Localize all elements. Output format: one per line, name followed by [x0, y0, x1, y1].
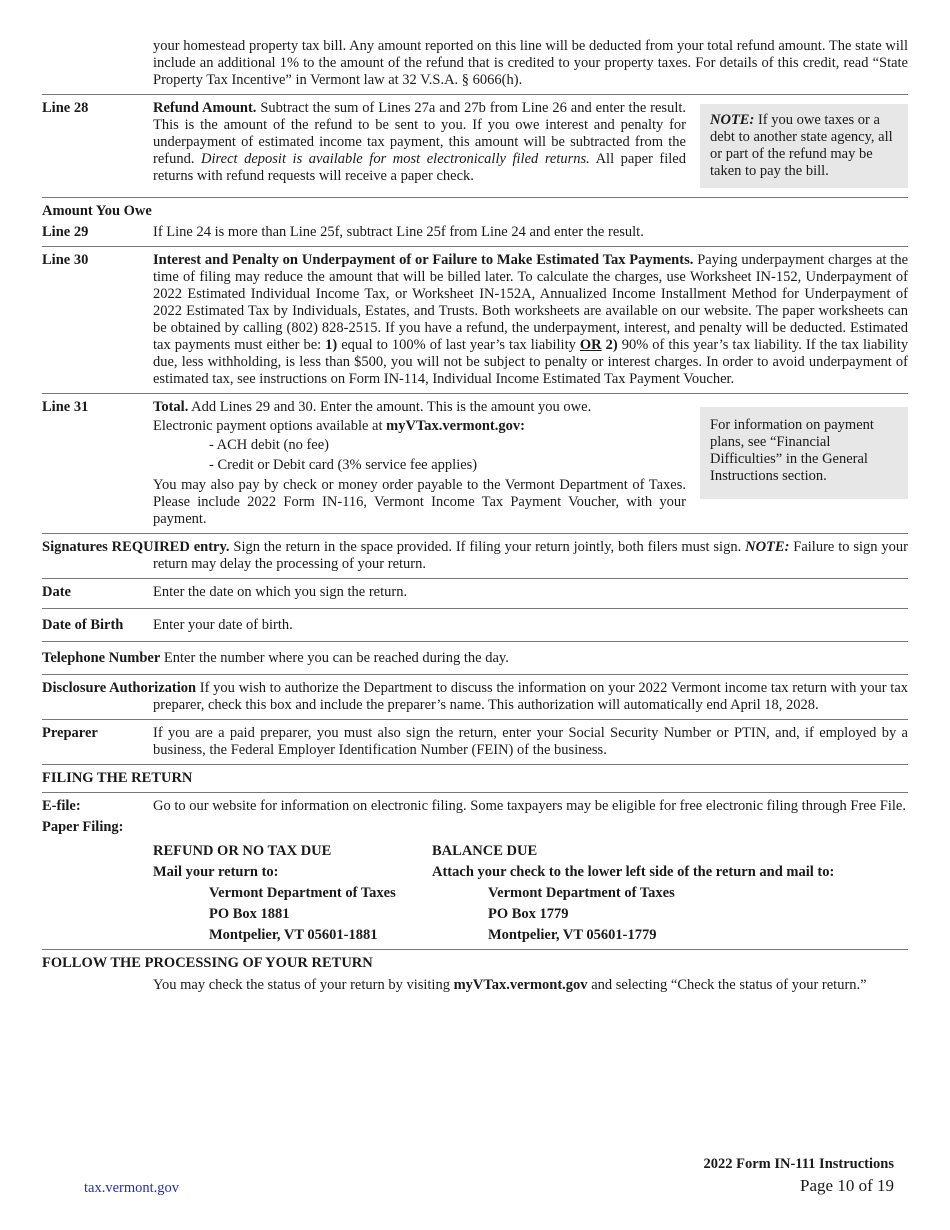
- line30-section: [42, 252, 908, 388]
- date-section: [42, 584, 908, 601]
- payment-option-card: - Credit or Debit card (3% service fee applies): [209, 457, 478, 473]
- divider: [42, 533, 908, 534]
- line28-italic-text: Direct deposit is available for most electronically filed returns.: [201, 151, 590, 167]
- line30-body: [153, 252, 908, 388]
- disclosure-section: [42, 680, 908, 714]
- line29-section: [42, 224, 908, 241]
- efile-text: Go to our website for information on electronic filing. Some taxpayers may be eligible for free electronic filing through Free File.: [153, 798, 906, 814]
- date-label: Date: [42, 584, 71, 600]
- divider: [42, 792, 908, 793]
- follow-text: [42, 977, 908, 994]
- follow-text1: You may check the status of your return by visiting: [153, 977, 450, 993]
- preparer-label: Preparer: [42, 725, 98, 741]
- filing-heading: FILING THE RETURN: [42, 770, 193, 786]
- divider: [42, 94, 908, 95]
- line30-option2-number: 2): [605, 337, 618, 353]
- telephone-label: Telephone Number: [42, 650, 161, 666]
- telephone-text: Enter the number where you can be reached during the day.: [163, 650, 509, 666]
- signatures-section: [42, 539, 908, 573]
- refund-heading: REFUND OR NO TAX DUE: [153, 843, 332, 859]
- line30-option1-number: 1): [325, 337, 338, 353]
- balance-address-line1: Vermont Department of Taxes: [488, 885, 675, 901]
- footer-form-title: 2022 Form IN-111 Instructions: [703, 1156, 894, 1172]
- line29-text: If Line 24 is more than Line 25f, subtract Line 25f from Line 24 and enter the result.: [153, 224, 644, 240]
- dob-label: Date of Birth: [42, 617, 124, 633]
- follow-text2: and selecting “Check the status of your return.”: [591, 977, 867, 993]
- divider: [42, 719, 908, 720]
- preparer-section: [42, 725, 908, 759]
- refund-subheading: Mail your return to:: [153, 864, 279, 880]
- payment-option-ach: - ACH debit (no fee): [209, 437, 329, 453]
- balance-address-line2: PO Box 1779: [488, 906, 569, 922]
- line30-or: OR: [579, 337, 602, 353]
- follow-site-link: myVTax.vermont.gov: [453, 977, 588, 993]
- balance-heading: BALANCE DUE: [432, 843, 538, 859]
- instructions-page: [42, 38, 908, 994]
- line31-epay-site: myVTax.vermont.gov:: [386, 418, 525, 434]
- line31-text2: You may also pay by check or money order payable to the Vermont Department of Taxes. Please include 2022 Form IN-116, Vermont Income Tax Payment Voucher, with your payment.: [153, 477, 686, 527]
- line28-text1: Subtract the sum of Lines 27a and 27b from Line 26 and enter the result. This is the amount of the refund to be sent to you. If you owe interest and penalty for underpayment of estimated income tax payment, this amount will be subtracted from the refund.: [153, 100, 687, 167]
- line30-text2: 90% of this year’s tax liability. If the tax liability due, less withholding, is less than $500, you will not be subject to penalty or interest charges. In order to avoid underpayment of estimated tax, see instructions on Form IN-114, Individual Income Estimated Tax Payment Voucher.: [153, 337, 909, 387]
- line31-body: [153, 399, 686, 528]
- footer-page-number: Page 10 of 19: [800, 1176, 894, 1195]
- balance-address-line3: Montpelier, VT 05601-1779: [488, 927, 657, 943]
- signatures-note-text: Failure to sign your return may delay the processing of your return.: [153, 539, 909, 572]
- preparer-text: If you are a paid preparer, you must also sign the return, enter your Social Security Number or PTIN, and, if employed by a business, the Federal Employer Identification Number (FEIN) of the business.: [153, 725, 908, 758]
- balance-column: [432, 841, 908, 946]
- refund-address-line2: PO Box 1881: [209, 906, 290, 922]
- line28-note-label: NOTE:: [710, 112, 755, 128]
- line28-note-box: [700, 104, 908, 188]
- dob-section: [42, 617, 908, 634]
- line31-text1: Add Lines 29 and 30. Enter the amount. This is the amount you owe.: [191, 399, 592, 415]
- dob-text: Enter your date of birth.: [153, 617, 293, 633]
- paper-filing-label: Paper Filing:: [42, 819, 124, 835]
- amount-you-owe-heading: Amount You Owe: [42, 203, 152, 219]
- date-text: Enter the date on which you sign the return.: [153, 584, 408, 600]
- divider: [42, 246, 908, 247]
- signatures-note-label: NOTE:: [745, 539, 790, 555]
- divider: [42, 578, 908, 579]
- divider: [42, 197, 908, 198]
- divider: [42, 608, 908, 609]
- line28-title: Refund Amount.: [153, 100, 257, 116]
- line31-label: Line 31: [42, 399, 89, 415]
- signatures-text: Sign the return in the space provided. If filing your return jointly, both filers must sign.: [233, 539, 742, 555]
- balance-subheading: Attach your check to the lower left side of the return and mail to:: [432, 864, 835, 880]
- line31-epay-text: Electronic payment options available at: [153, 418, 383, 434]
- line28-note-text: If you owe taxes or a debt to another state agency, all or part of the refund may be taken to pay the bill.: [710, 112, 893, 179]
- refund-column: [153, 841, 432, 946]
- line28-section: [42, 100, 908, 194]
- line30-title: Interest and Penalty on Underpayment of or Failure to Make Estimated Tax Payments.: [153, 252, 694, 268]
- line31-title: Total.: [153, 399, 189, 415]
- intro-paragraph: your homestead property tax bill. Any amount reported on this line will be deducted from your total refund amount. The state will include an additional 1% to the amount of the refund that is credited to your property taxes. For details of this credit, read “State Property Tax Incentive” in Vermont law at 32 V.S.A. § 6066(h).: [153, 38, 908, 88]
- divider: [42, 764, 908, 765]
- efile-label: E-file:: [42, 798, 81, 814]
- disclosure-label: Disclosure Authorization: [42, 680, 197, 696]
- follow-heading: FOLLOW THE PROCESSING OF YOUR RETURN: [42, 955, 373, 971]
- line30-label: Line 30: [42, 252, 89, 268]
- line28-label: Line 28: [42, 100, 89, 116]
- disclosure-text: If you wish to authorize the Department to discuss the information on your 2022 Vermont income tax return with your tax preparer, check this box and include the preparer’s name. This authorization will automatically end April 18, 2028.: [153, 680, 909, 713]
- line29-label: Line 29: [42, 224, 89, 240]
- line31-note-text: For information on payment plans, see “Financial Difficulties” in the General Instructions section.: [710, 417, 874, 484]
- refund-address-line1: Vermont Department of Taxes: [209, 885, 396, 901]
- line31-note-box: [700, 407, 908, 499]
- footer-website-link[interactable]: tax.vermont.gov: [84, 1180, 180, 1196]
- divider: [42, 641, 908, 642]
- refund-address-line3: Montpelier, VT 05601-1881: [209, 927, 378, 943]
- line28-body: [153, 100, 686, 194]
- signatures-label: Signatures REQUIRED entry.: [42, 539, 230, 555]
- mailing-addresses: [42, 841, 908, 946]
- telephone-section: [42, 650, 908, 667]
- line30-text1: Paying underpayment charges at the time of filing may reduce the amount that will be billed later. To calculate the charges, use Worksheet IN-152, Underpayment of 2022 Estimated Individual Income Tax, or Worksheet IN-152A, Annualized Income Installment Method for Underpayment of 2022 Estimated Tax by Individuals, Estates, and Trusts. Both worksheets are available on our website. The paper worksheets can be obtained by calling (802) 828-2515. If you have a refund, the underpayment, interest, and penalty will be deducted. Estimated tax payments must either be:: [153, 252, 909, 353]
- divider: [42, 393, 908, 394]
- divider: [42, 674, 908, 675]
- line28-text2: All paper filed returns with refund requests will receive a paper check.: [153, 151, 686, 184]
- divider: [42, 949, 908, 950]
- efile-section: [42, 798, 908, 815]
- line31-section: [42, 399, 908, 528]
- line30-option1-text: equal to 100% of last year’s tax liability: [341, 337, 576, 353]
